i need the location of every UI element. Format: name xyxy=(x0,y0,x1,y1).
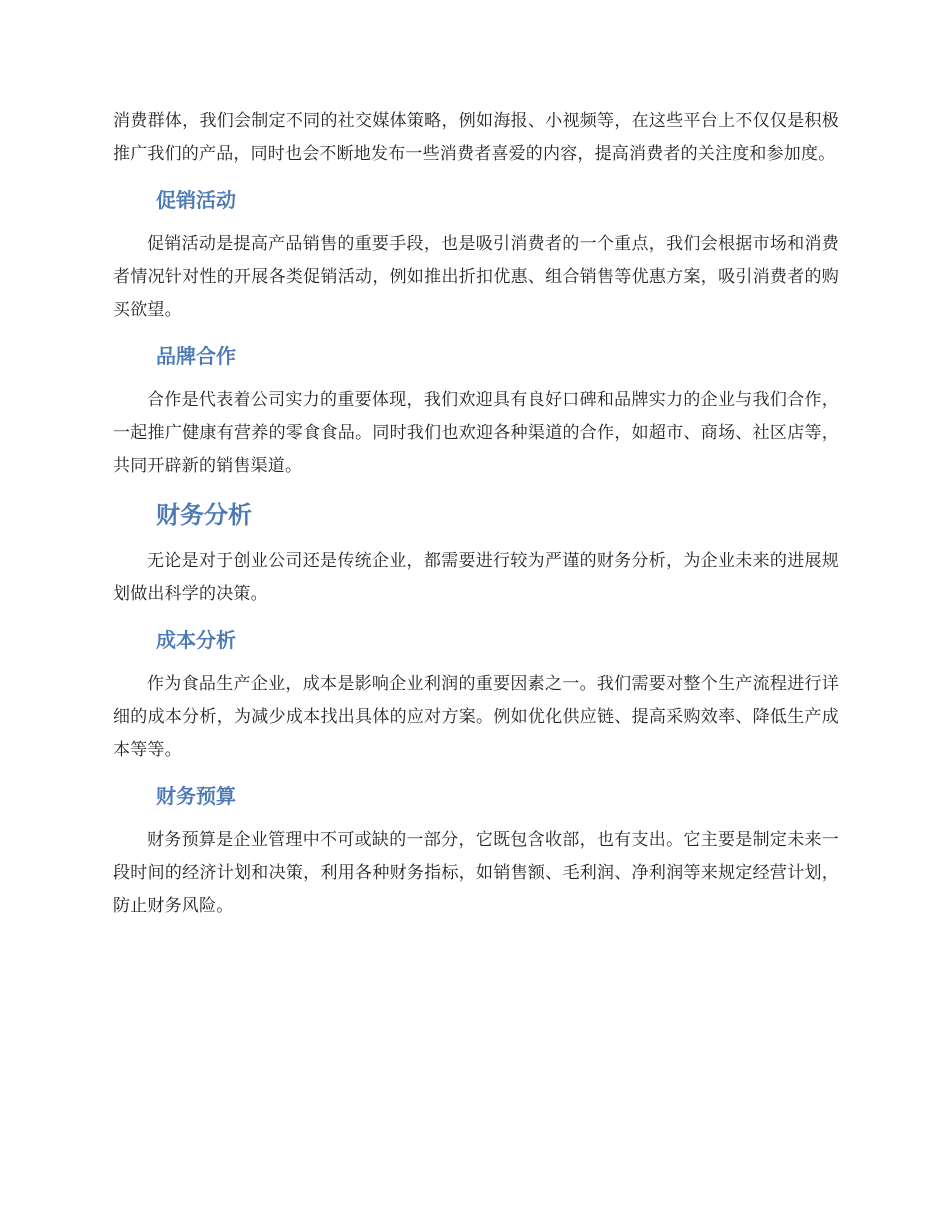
promotion-paragraph: 促销活动是提高产品销售的重要手段，也是吸引消费者的一个重点，我们会根据市场和消费者情况针对性的开展各类促销活动，例如推出折扣优惠、组合销售等优惠方案，吸引消费者的购买欲望。 xyxy=(113,234,839,320)
financial-budget-paragraph: 财务预算是企业管理中不可或缺的一部分，它既包含收部，也有支出。它主要是制定未来一段时间的经济计划和决策，利用各种财务指标，如销售额、毛利润、净利润等来规定经营计划，防止财务风险。 xyxy=(113,830,839,916)
heading-financial-analysis: 财务分析 xyxy=(156,501,252,529)
brand-cooperation-paragraph: 合作是代表着公司实力的重要体现，我们欢迎具有良好口碑和品牌实力的企业与我们合作，一起推广健康有营养的零食食品。同时我们也欢迎各种渠道的合作，如超市、商场、社区店等，共同开辟新的销售渠道。 xyxy=(113,390,839,476)
financial-analysis-paragraph: 无论是对于创业公司还是传统企业，都需要进行较为严谨的财务分析，为企业未来的进展规划做出科学的决策。 xyxy=(113,551,839,604)
intro-paragraph: 消费群体，我们会制定不同的社交媒体策略，例如海报、小视频等，在这些平台上不仅仅是积极推广我们的产品，同时也会不断地发布一些消费者喜爱的内容，提高消费者的关注度和参加度。 xyxy=(113,111,839,164)
heading-financial-budget: 财务预算 xyxy=(156,784,236,808)
heading-cost-analysis: 成本分析 xyxy=(156,628,236,652)
cost-analysis-paragraph: 作为食品生产企业，成本是影响企业利润的重要因素之一。我们需要对整个生产流程进行详细的成本分析，为减少成本找出具体的应对方案。例如优化供应链、提高采购效率、降低生产成本等等。 xyxy=(113,674,839,760)
heading-brand-cooperation: 品牌合作 xyxy=(156,344,236,368)
heading-promotion: 促销活动 xyxy=(156,188,236,212)
document-page xyxy=(113,105,839,923)
